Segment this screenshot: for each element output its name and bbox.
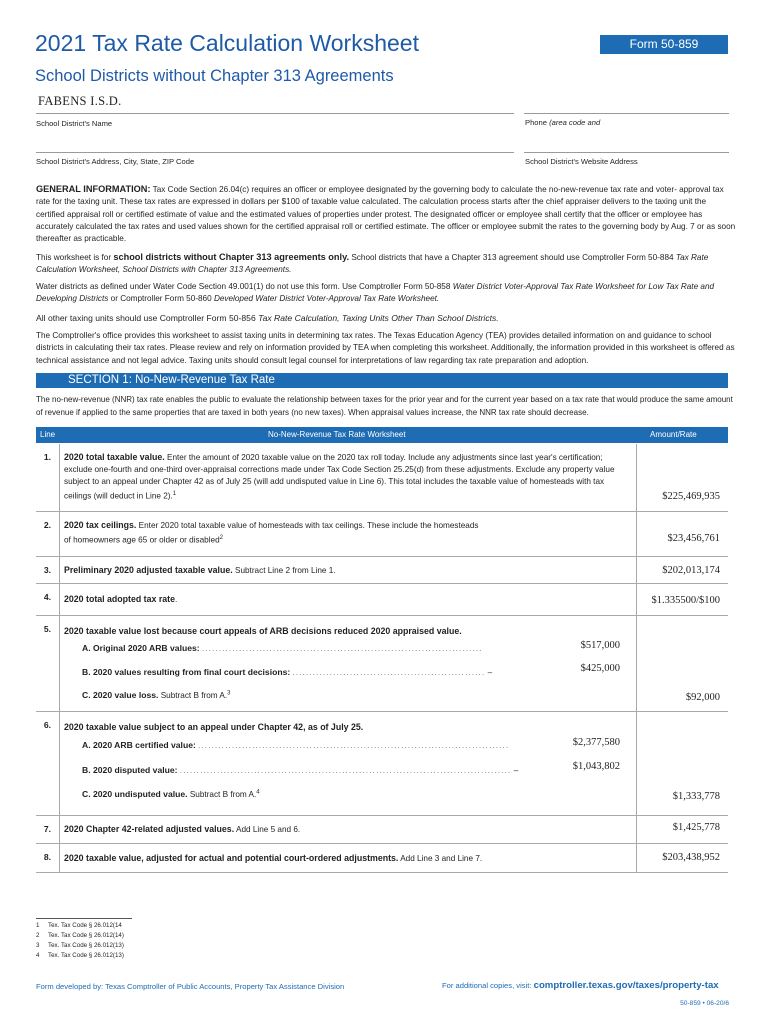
line-description: 2020 tax ceilings. Enter 2020 total taxable value of homesteads with tax ceilings. These include the homesteads of homeowners age 65 or older or disabled$^2$	[64, 520, 479, 545]
footnote-3: 3 Tex. Tax Code § 26.012(13)	[36, 942, 124, 949]
line-6a: A. 2020 ARB certified value: ............................................................................................	[82, 740, 510, 750]
line-description: 2020 total adopted tax rate.	[64, 594, 178, 604]
footnote-4: 4 Tex. Tax Code § 26.012(13)	[36, 952, 124, 959]
line-number: 5.	[36, 616, 60, 711]
line-6b: B. 2020 disputed value: .................................................................................................. –	[82, 765, 519, 775]
line-number: 8.	[36, 844, 60, 872]
comptroller-paragraph: The Comptroller's office provides this worksheet to assist taxing units in determining tax rates. The Texas Education Agency (TEA) provides detailed information on and guidance to school districts in calculating their tax rates. Please review and rely on information provided by TEA when completing this worksheet. Additionally, the information provided in this worksheet is offered as technical assistance and not legal advice. Taxing units should consult legal counsel for interpretations of law regarding tax rate preparation and adoption.	[36, 331, 735, 365]
page-title: 2021 Tax Rate Calculation Worksheet	[35, 30, 419, 56]
column-line: Line	[40, 430, 56, 439]
phone-label: Phone (area code and	[525, 118, 601, 127]
line-number: 4.	[36, 584, 60, 615]
district-name-line	[36, 113, 514, 114]
address-line	[36, 152, 514, 153]
phone-line	[524, 113, 729, 114]
section-1-heading: SECTION 1: No-New-Revenue Tax Rate	[36, 373, 728, 388]
line-5b: B. 2020 values resulting from final court decisions: ......................................................... –	[82, 667, 493, 677]
footnote-1: 1 Tex. Tax Code § 26.012(14	[36, 922, 122, 929]
line-5b-amount: $425,000	[580, 663, 620, 674]
line-6a-amount: $2,377,580	[572, 737, 620, 748]
line-amount: $203,438,952	[662, 852, 720, 863]
line-number: 1.	[36, 444, 60, 511]
line-number: 3.	[36, 557, 60, 583]
line-amount: $92,000	[685, 692, 720, 703]
worksheet-line-7	[36, 816, 728, 844]
line-amount: $202,013,174	[662, 565, 720, 576]
line-description: 2020 total taxable value. Enter the amount of 2020 taxable value on the 2020 tax roll today. Include any adjustments since last year's certification; exclude one-fourth and one-third over-appraisal corrections made under Tax Code Section 25.25(d) from these adjustments. Exclude any property value subject to an appeal under Chapter 42 as of July 25 (will add undisputed value in Line 6). This total includes the taxable value of homesteads with tax ceilings (will deduct in Line 2).$^1$	[64, 452, 615, 501]
website-label: School District's Website Address	[525, 157, 638, 166]
footnote-divider	[36, 918, 132, 919]
line-6b-amount: $1,043,802	[572, 761, 620, 772]
district-name-value: FABENS I.S.D.	[38, 94, 122, 108]
general-info-paragraph	[36, 183, 736, 245]
column-worksheet: No-New-Revenue Tax Rate Worksheet	[268, 430, 406, 439]
worksheet-table-header	[36, 427, 728, 443]
worksheet-line-8	[36, 844, 728, 873]
form-number-badge: Form 50-859	[600, 35, 728, 54]
worksheet-line-6	[36, 712, 728, 816]
footer-credit: Form developed by: Texas Comptroller of Public Accounts, Property Tax Assistance Division	[36, 982, 345, 991]
line-5a-amount: $517,000	[580, 640, 620, 651]
line-number: 2.	[36, 512, 60, 556]
line-description: 2020 taxable value lost because court appeals of ARB decisions reduced 2020 appraised value.	[64, 626, 462, 636]
line-description: 2020 taxable value subject to an appeal under Chapter 42, as of July 25.	[64, 722, 364, 732]
line-6c: C. 2020 undisputed value. Subtract B from A.$^4$	[82, 789, 260, 799]
page-subtitle: School Districts without Chapter 313 Agreements	[35, 67, 394, 85]
scope-paragraph: This worksheet is for school districts without Chapter 313 agreements only. School districts that have a Chapter 313 agreement should use Comptroller Form 50-884 Tax Rate Calculation Worksheet, School Districts with Chapter 313 Agreements.	[36, 252, 709, 275]
line-description: 2020 taxable value, adjusted for actual and potential court-ordered adjustments. Add Line 3 and Line 7.	[64, 853, 483, 863]
address-label: School District's Address, City, State, ZIP Code	[36, 157, 195, 166]
line-5a: A. Original 2020 ARB values: ...................................................................................	[82, 643, 483, 653]
other-units-paragraph: All other taxing units should use Comptroller Form 50-856 Tax Rate Calculation, Taxing Units Other Than School Districts.	[36, 313, 499, 323]
column-amount: Amount/Rate	[650, 430, 697, 439]
line-description: 2020 Chapter 42-related adjusted values. Add Line 5 and 6.	[64, 824, 301, 834]
general-info-text: Tax Code Section 26.04(c) requires an officer or employee designated by the governing body to calculate the no-new-revenue tax rate and voter- approval tax rate for the taxing unit. These tax rates are expressed in dollars per $100 of taxable value calculated. The calculation process starts after the chief appraiser delivers to the taxing unit the certified appraisal roll or certified estimate of value and the estimated values of properties under protest. The designated officer or employee shall certify that the officer or employee has accurately calculated the tax rates and used values shown for the certified appraisal roll or certified estimate. The officer or employee submit the rates to the governing body by Aug. 7 or as soon thereafter as practicable.	[36, 185, 736, 244]
line-description: Preliminary 2020 adjusted taxable value. Subtract Line 2 from Line 1.	[64, 565, 336, 575]
page-identifier: 50-859 • 06-20/6	[680, 1000, 729, 1007]
line-number: 6.	[36, 712, 60, 815]
general-info-heading: GENERAL INFORMATION:	[36, 184, 151, 194]
worksheet-line-5	[36, 616, 728, 712]
line-amount: $225,469,935	[662, 491, 720, 502]
website-line	[524, 152, 729, 153]
section-1-intro: The no-new-revenue (NNR) tax rate enables the public to evaluate the relationship between taxes for the prior year and for the current year based on a tax rate that would produce the same amount of revenue if applied to the same properties that are taxed in both years (no new taxes). When appraisal values increase, the NNR tax rate should decrease.	[36, 395, 733, 417]
line-number: 7.	[36, 816, 60, 843]
worksheet-line-4	[36, 584, 728, 616]
worksheet-line-3	[36, 557, 728, 584]
worksheet-line-1	[36, 444, 728, 512]
water-district-paragraph: Water districts as defined under Water Code Section 49.001(1) do not use this form. Use Comptroller Form 50-858 Water District Voter-Approval Tax Rate Worksheet for Low Tax Rate and Developing Districts or Comptroller Form 50-860 Developed Water District Voter-Approval Tax Rate Worksheet.	[36, 282, 715, 304]
district-name-label: School District's Name	[36, 119, 113, 128]
line-amount: $1,333,778	[672, 791, 720, 802]
line-amount: $1,425,778	[672, 822, 720, 833]
footer-copies: For additional copies, visit: comptroller.texas.gov/taxes/property-tax	[442, 980, 719, 991]
line-amount: $23,456,761	[667, 533, 720, 544]
line-amount: $1.335500/$100	[651, 595, 720, 606]
footer-website-link[interactable]: comptroller.texas.gov/taxes/property-tax	[533, 980, 719, 991]
footnote-2: 2 Tex. Tax Code § 26.012(14)	[36, 932, 124, 939]
line-5c: C. 2020 value loss. Subtract B from A.$^3$	[82, 690, 231, 700]
worksheet-line-2	[36, 512, 728, 557]
